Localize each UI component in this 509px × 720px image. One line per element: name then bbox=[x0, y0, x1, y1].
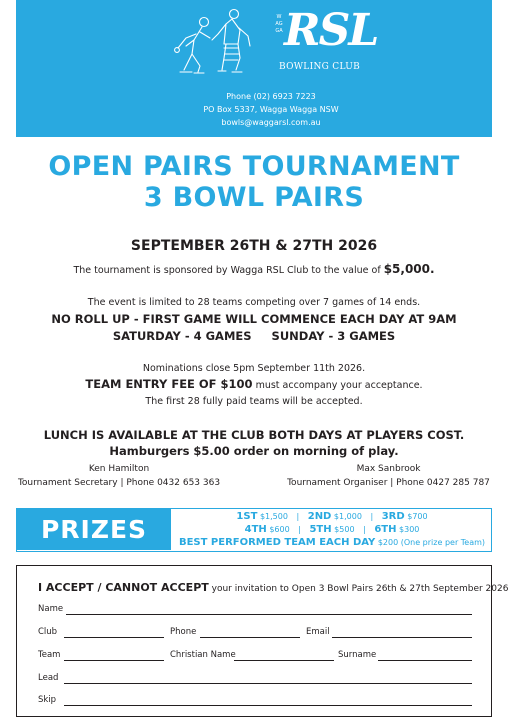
lead-label: Lead bbox=[38, 673, 59, 683]
page-title-line1: OPEN PAIRS TOURNAMENT bbox=[48, 151, 460, 182]
team-limit-line: The event is limited to 28 teams competing over 7 games of 14 ends. bbox=[87, 297, 421, 308]
prize-best-label: BEST PERFORMED TEAM EACH DAY bbox=[178, 537, 376, 548]
prize-5th-label: 5TH bbox=[309, 524, 332, 535]
accept-text: your invitation to Open 3 Bowl Pairs 26th & 27th September 2026 bbox=[208, 584, 509, 594]
secretary-role: Tournament Secretary | Phone 0432 653 363 bbox=[17, 478, 221, 488]
prize-5th-value: $500 bbox=[334, 525, 355, 534]
entry-fee-line bbox=[16, 377, 492, 391]
sponsor-text: The tournament is sponsored by Wagga RSL Club to the value of bbox=[73, 265, 384, 276]
roll-up-notice: NO ROLL UP - FIRST GAME WILL COMMENCE EACH DAY AT 9AM bbox=[51, 312, 457, 326]
logo-wagga-text: WAGGA bbox=[275, 14, 283, 34]
prize-separator: | bbox=[363, 525, 366, 534]
prizes-box bbox=[16, 508, 492, 552]
email-field[interactable] bbox=[332, 637, 472, 638]
entry-fee-rest: must accompany your acceptance. bbox=[252, 380, 423, 391]
name-label: Name bbox=[38, 604, 64, 614]
organiser-name: Max Sanbrook bbox=[356, 464, 421, 474]
prizes-row-3 bbox=[173, 536, 491, 549]
prizes-list bbox=[173, 510, 491, 549]
christian-name-label: Christian Name bbox=[170, 650, 236, 660]
prizes-row-1 bbox=[173, 510, 491, 523]
club-field[interactable] bbox=[64, 637, 164, 638]
prize-1st-label: 1ST bbox=[236, 511, 258, 522]
prize-3rd-label: 3RD bbox=[381, 511, 405, 522]
prize-separator: | bbox=[298, 525, 301, 534]
lead-field[interactable] bbox=[64, 683, 472, 684]
prize-1st-value: $1,500 bbox=[259, 512, 288, 521]
surname-field[interactable] bbox=[378, 660, 472, 661]
prize-separator: | bbox=[370, 512, 374, 521]
logo-rsl-text: RSL bbox=[284, 5, 378, 56]
phone-field[interactable] bbox=[200, 637, 300, 638]
prize-4th-value: $600 bbox=[269, 525, 290, 534]
prize-best-value: $200 (One prize per Team) bbox=[377, 538, 486, 547]
club-phone: Phone (02) 6923 7223 bbox=[226, 92, 316, 101]
prize-2nd-label: 2ND bbox=[307, 511, 332, 522]
skip-row bbox=[38, 695, 472, 709]
lead-row bbox=[38, 673, 472, 687]
sponsor-line bbox=[16, 262, 492, 276]
club-contact bbox=[166, 90, 376, 129]
club-label: Club bbox=[38, 627, 58, 637]
prize-3rd-value: $700 bbox=[407, 512, 428, 521]
hamburgers-notice: Hamburgers $5.00 order on morning of play. bbox=[109, 444, 399, 458]
prize-2nd-value: $1,000 bbox=[333, 512, 362, 521]
accept-line bbox=[38, 581, 508, 594]
prize-4th-label: 4TH bbox=[244, 524, 267, 535]
organiser-role: Tournament Organiser | Phone 0427 285 787 bbox=[287, 478, 490, 488]
christian-name-field[interactable] bbox=[234, 660, 334, 661]
prize-separator: | bbox=[296, 512, 300, 521]
tournament-dates: SEPTEMBER 26TH & 27TH 2026 bbox=[130, 238, 378, 254]
organiser-contact bbox=[285, 462, 492, 490]
email-label: Email bbox=[306, 627, 330, 637]
sunday-games: SUNDAY - 3 GAMES bbox=[271, 329, 396, 343]
entry-form bbox=[16, 565, 509, 717]
accept-label: I ACCEPT / CANNOT ACCEPT bbox=[38, 581, 209, 594]
bowlers-figures-icon bbox=[164, 4, 264, 76]
lunch-notice: LUNCH IS AVAILABLE AT THE CLUB BOTH DAYS AT PLAYERS COST. bbox=[43, 428, 465, 442]
nominations-close: Nominations close 5pm September 11th 2026. bbox=[142, 363, 366, 374]
team-row bbox=[38, 650, 472, 664]
prizes-row-2 bbox=[173, 523, 491, 536]
prize-6th-label: 6TH bbox=[374, 524, 397, 535]
name-row bbox=[38, 604, 472, 618]
sponsor-value: $5,000. bbox=[383, 262, 435, 276]
saturday-games: SATURDAY - 4 GAMES bbox=[112, 329, 252, 343]
prizes-label: PRIZES bbox=[17, 509, 171, 550]
phone-label: Phone bbox=[170, 627, 197, 637]
game-days-line bbox=[16, 329, 492, 343]
name-field[interactable] bbox=[66, 614, 472, 615]
first-28-teams: The first 28 fully paid teams will be accepted. bbox=[145, 396, 363, 407]
prize-6th-value: $300 bbox=[399, 525, 420, 534]
secretary-name: Ken Hamilton bbox=[88, 464, 150, 474]
header-banner bbox=[16, 0, 492, 137]
team-label: Team bbox=[38, 650, 61, 660]
club-po-box: PO Box 5337, Wagga Wagga NSW bbox=[203, 105, 339, 114]
page-title-line2: 3 BOWL PAIRS bbox=[143, 182, 365, 213]
surname-label: Surname bbox=[338, 650, 377, 660]
team-field[interactable] bbox=[64, 660, 164, 661]
secretary-contact bbox=[16, 462, 222, 490]
entry-fee-bold: TEAM ENTRY FEE OF $100 bbox=[85, 377, 253, 391]
club-phone-email-row bbox=[38, 627, 472, 641]
logo-club-text: BOWLING CLUB bbox=[279, 62, 361, 72]
club-email[interactable]: bowls@waggarsl.com.au bbox=[221, 118, 321, 127]
skip-label: Skip bbox=[38, 695, 57, 705]
skip-field[interactable] bbox=[64, 705, 472, 706]
